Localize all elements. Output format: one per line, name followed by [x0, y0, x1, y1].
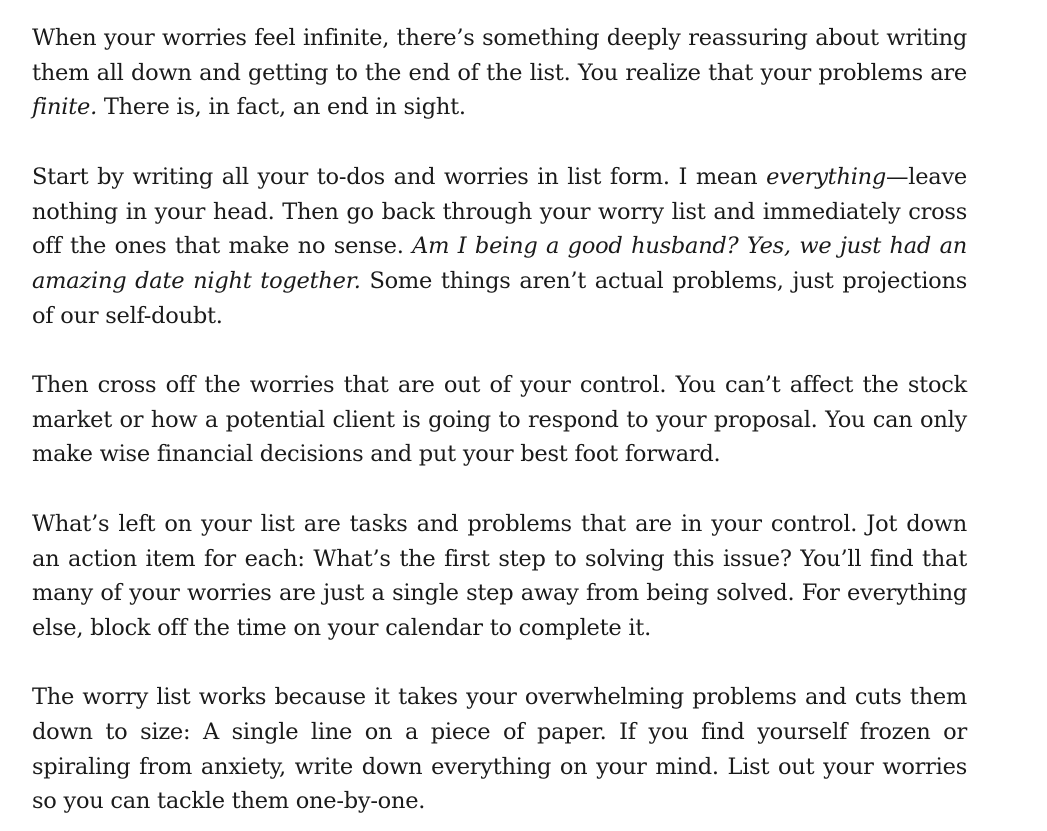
text-segment: Start by writing all your to-dos and worries in list form. I mean — [32, 163, 767, 190]
paragraph-1 — [32, 21, 967, 125]
text-segment: —leave nothing in your head. Then go back through your worry list and immediately cross off the ones that make no sense. — [32, 163, 967, 260]
emphasis-text: everything — [766, 163, 887, 190]
text-segment: The worry list works because it takes your overwhelming problems and cuts them down to size: A single line on a piece of paper. If you find yourself frozen or spiraling from anxiety, write down everything on your mind. List out your worries so you can tackle them one-by-one. — [32, 684, 967, 815]
text-segment: What’s left on your list are tasks and problems that are in your control. Jot down an action item for each: What’s the first step to solving this issue? You’ll find that many of your worries are just a single step away from being solved. For everything else, block off the time on your calendar to complete it. — [32, 510, 967, 641]
paragraph-5 — [32, 680, 967, 819]
text-segment: Some things aren’t actual problems, just projections of our self-doubt. — [32, 267, 967, 329]
emphasis-text: Am I being a good husband? Yes, we just had an amazing date night together. — [32, 233, 967, 294]
paragraph-2 — [32, 160, 967, 334]
text-segment: Then cross off the worries that are out of your control. You can’t affect the stock market or how a potential client is going to respond to your proposal. You can only make wise financial decisions and put your best foot forward. — [32, 372, 967, 468]
text-segment: There is, in fact, an end in sight. — [96, 94, 466, 121]
emphasis-text: finite. — [32, 94, 97, 121]
paragraph-4 — [32, 507, 967, 646]
article-body — [32, 21, 967, 819]
paragraph-3 — [32, 368, 967, 472]
text-segment: When your worries feel infinite, there’s something deeply reassuring about writing them all down and getting to the end of the list. You realize that your problems are — [32, 25, 967, 86]
